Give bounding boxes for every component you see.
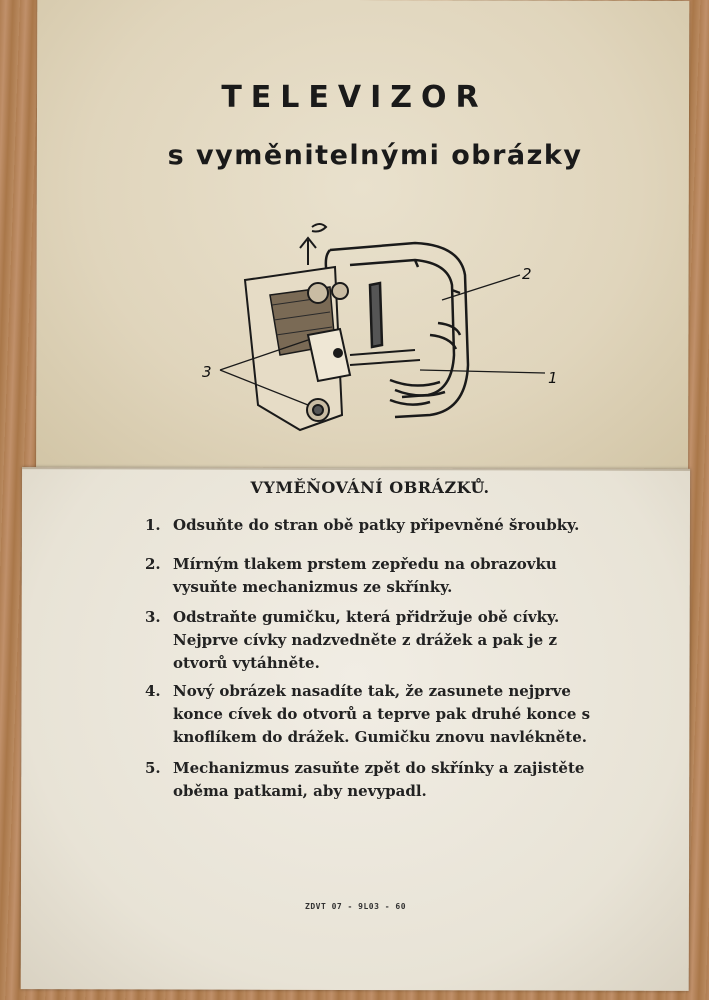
step-number: 4. [145,682,161,700]
callout-label-1: 1 [548,369,558,387]
instruction-step [145,514,600,537]
arrow-up-icon [300,224,326,265]
step-text: Mechanizmus zasuňte zpět do skřínky a zajistěte oběma patkami, aby nevypadl. [173,759,585,800]
document-subtitle: s vyměnitelnými obrázky [167,140,583,171]
step-text: Odstraňte gumičku, která přidržuje obě cívky. Nejprve cívky nadzvedněte z drážek a pak je z otvorů vytáhněte. [173,608,560,672]
tv-mechanism-illustration-icon [190,205,570,449]
step-number: 2. [145,555,161,573]
instruction-step [145,606,600,675]
mechanism-plate [245,267,420,430]
callout-label-3: 3 [202,363,212,381]
document-title: TELEVIZOR [221,80,488,115]
instruction-step [145,553,600,599]
step-text: Nový obrázek nasadíte tak, že zasunete nejprve konce cívek do otvorů a teprve pak druhé konce s knoflíkem do drážek. Gumičku znovu navlékněte. [173,682,591,746]
tv-cabinet [326,243,468,417]
step-number: 5. [145,759,161,777]
instruction-step [145,680,600,749]
print-code: ZDVT 07 - 9L03 - 60 [305,902,407,911]
step-text: Odsuňte do stran obě patky připevněné šroubky. [173,516,580,534]
step-text: Mírným tlakem prstem zepředu na obrazovku vysuňte mechanizmus ze skřínky. [173,555,557,596]
section-heading: VYMĚŇOVÁNÍ OBRÁZKŮ. [250,478,490,497]
callout-label-2: 2 [522,265,532,283]
instruction-step [145,757,600,803]
step-number: 1. [145,516,161,534]
step-number: 3. [145,608,161,626]
